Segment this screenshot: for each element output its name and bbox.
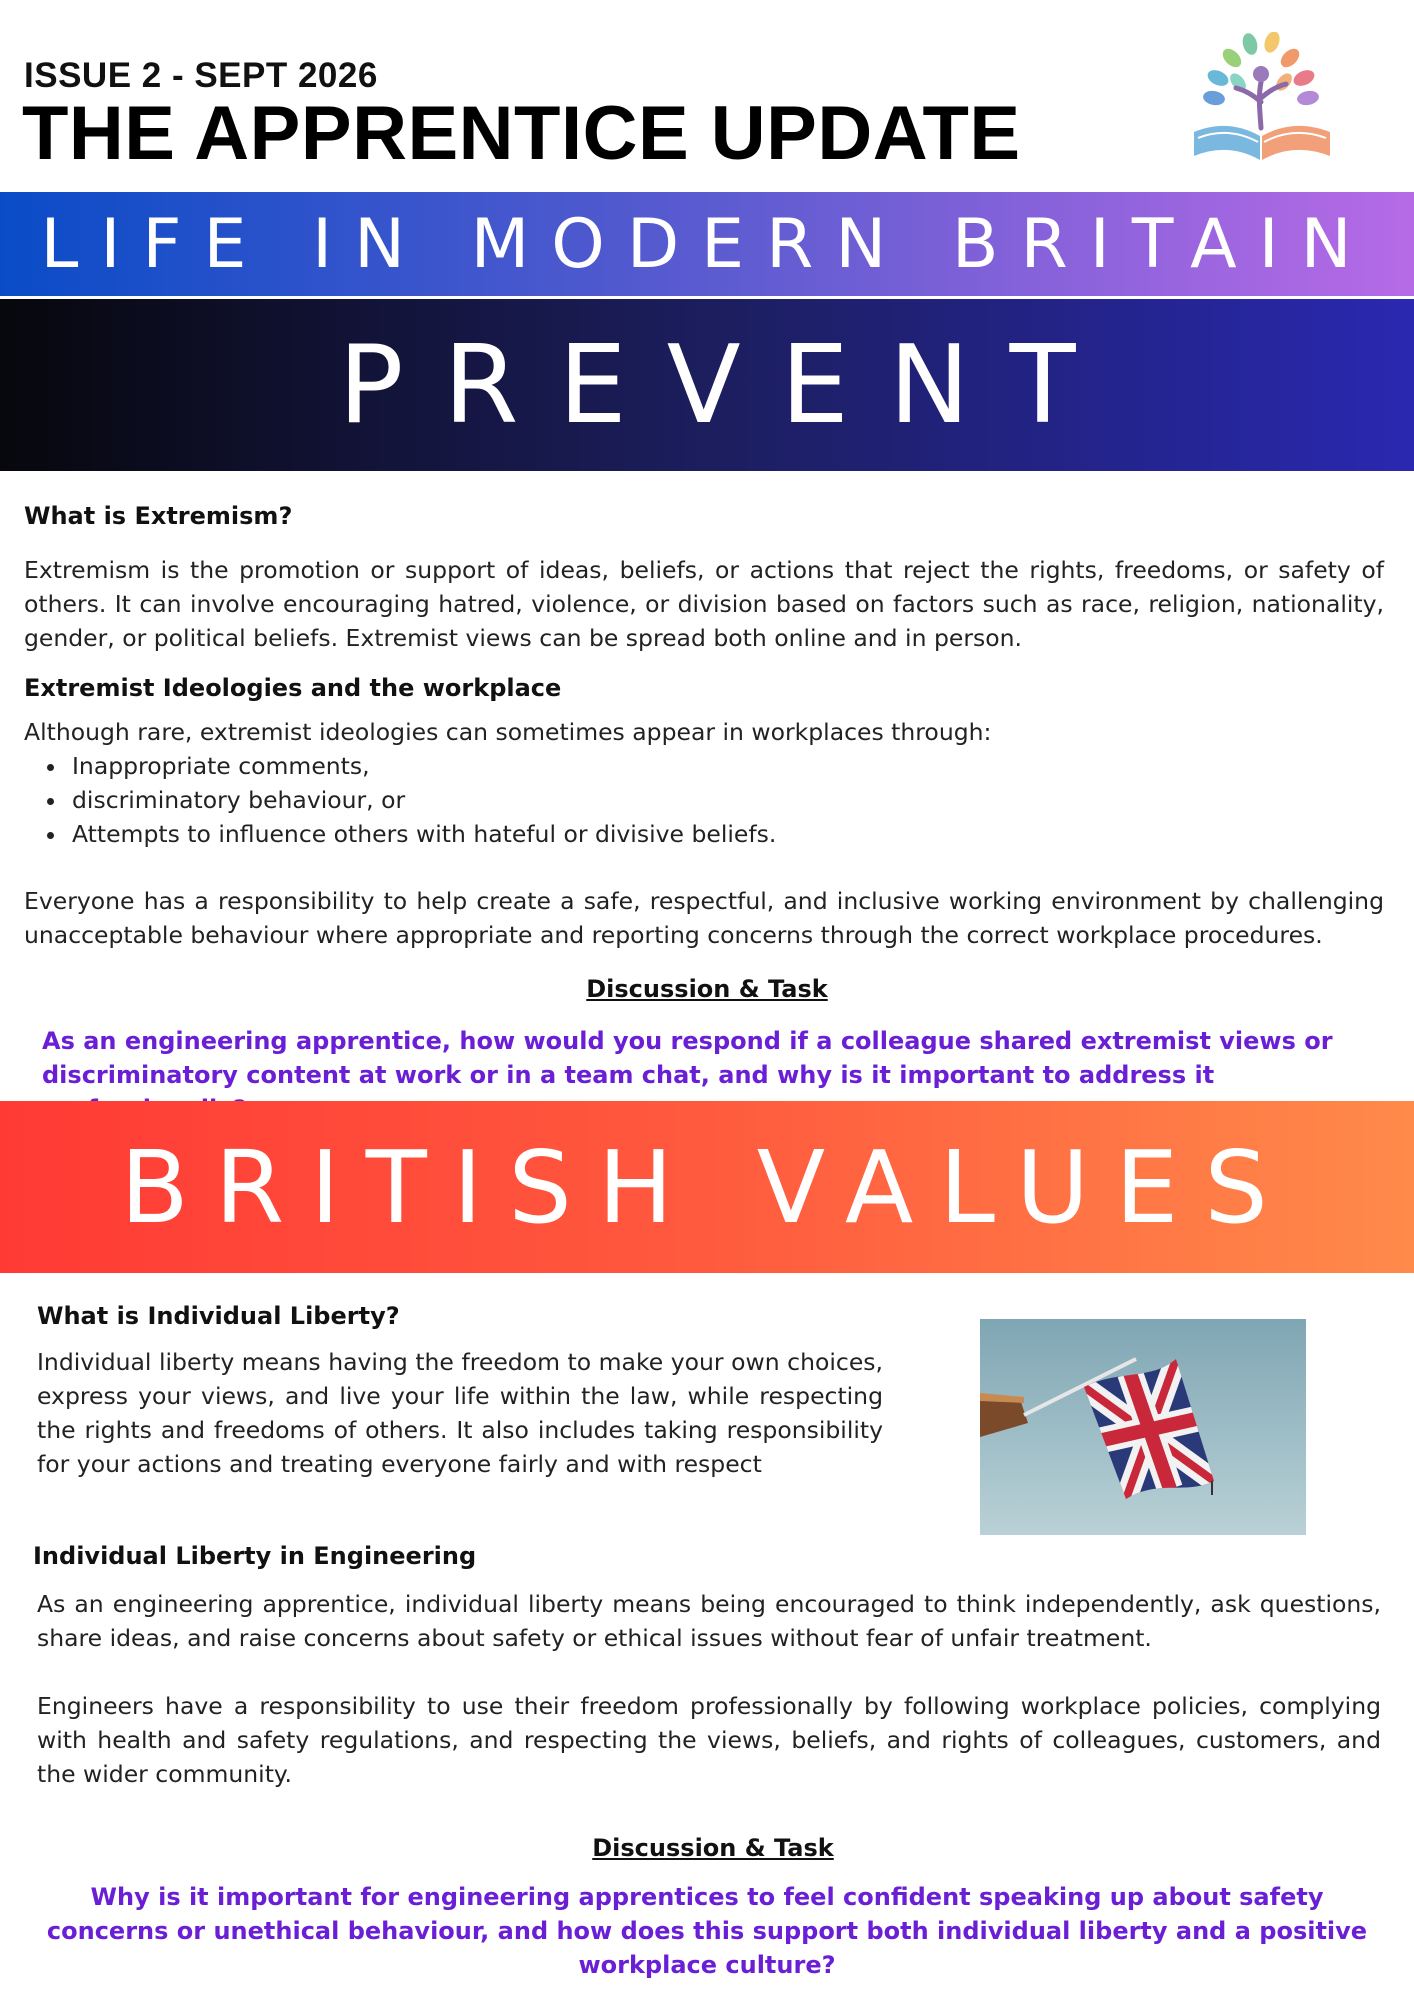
ideologies-heading: Extremist Ideologies and the workplace [24,674,562,702]
responsibility-paragraph: Everyone has a responsibility to help create a safe, respectful, and inclusive working environment by challenging unacceptable behaviour where appropriate and reporting concerns through the correct workplace procedures. [24,887,1384,949]
liberty-paragraph: Individual liberty means having the freedom to make your own choices, express your views, and live your life within the law, while respecting the rights and freedoms of others. It also includes taking responsibility for your actions and treating everyone fairly and with respect [37,1348,883,1478]
liberty-heading: What is Individual Liberty? [37,1302,400,1330]
banner-british-values-title: BRITISH VALUES [120,1128,1294,1246]
banner-prevent-title: PREVENT [338,322,1116,448]
prevent-task-heading: Discussion & Task [586,975,828,1003]
values-task-question: Why is it important for engineering apprentices to feel confident speaking up about safety concerns or unethical behaviour, and how does this support both individual liberty and a positive workplace culture? [46,1883,1368,1979]
ideologies-list [24,749,1368,851]
british-values-banner [0,1101,1414,1273]
prevent-task-question: As an engineering apprentice, how would you respond if a colleague shared extremist views or discriminatory content at work or in a team chat, and why is it important to address it [42,1027,1333,1089]
list-item: • Attempts to influence others with hateful or divisive beliefs. [68,817,1368,851]
newsletter-title: THE APPRENTICE UPDATE [22,91,1021,176]
life-in-modern-britain-banner [0,192,1414,296]
liberty-engineering-paragraph: As an engineering apprentice, individual liberty means being encouraged to think independently, ask questions, share ideas, and raise concerns about safety or ethical issues without fear of unfair treatment. [37,1590,1381,1652]
prevent-banner [0,299,1414,471]
extremism-heading: What is Extremism? [24,502,293,530]
ideologies-intro: Although rare, extremist ideologies can sometimes appear in workplaces through: [24,718,992,746]
list-item: • discriminatory behaviour, or [68,783,1368,817]
issue-label: ISSUE 2 - SEPT 2026 [24,56,378,95]
banner-life-title: LIFE IN MODERN BRITAIN [40,204,1374,284]
union-jack-flag-photo [980,1319,1306,1535]
liberty-engineering-heading: Individual Liberty in Engineering [33,1542,477,1570]
values-task-heading: Discussion & Task [592,1834,834,1862]
extremism-paragraph: Extremism is the promotion or support of ideas, beliefs, or actions that reject the rights, freedoms, or safety of others. It can involve encouraging hatred, violence, or division based on factors such as race, religion, nationality, gender, or political beliefs. Extremist views can be spread both online and in person. [24,556,1384,652]
list-item: • Inappropriate comments, [68,749,1368,783]
tree-book-logo [1188,32,1336,168]
engineers-responsibility-paragraph: Engineers have a responsibility to use their freedom professionally by following workplace policies, complying with health and safety regulations, and respecting the views, beliefs, and rights of colleagues, customers, and the wider community. [37,1692,1381,1788]
